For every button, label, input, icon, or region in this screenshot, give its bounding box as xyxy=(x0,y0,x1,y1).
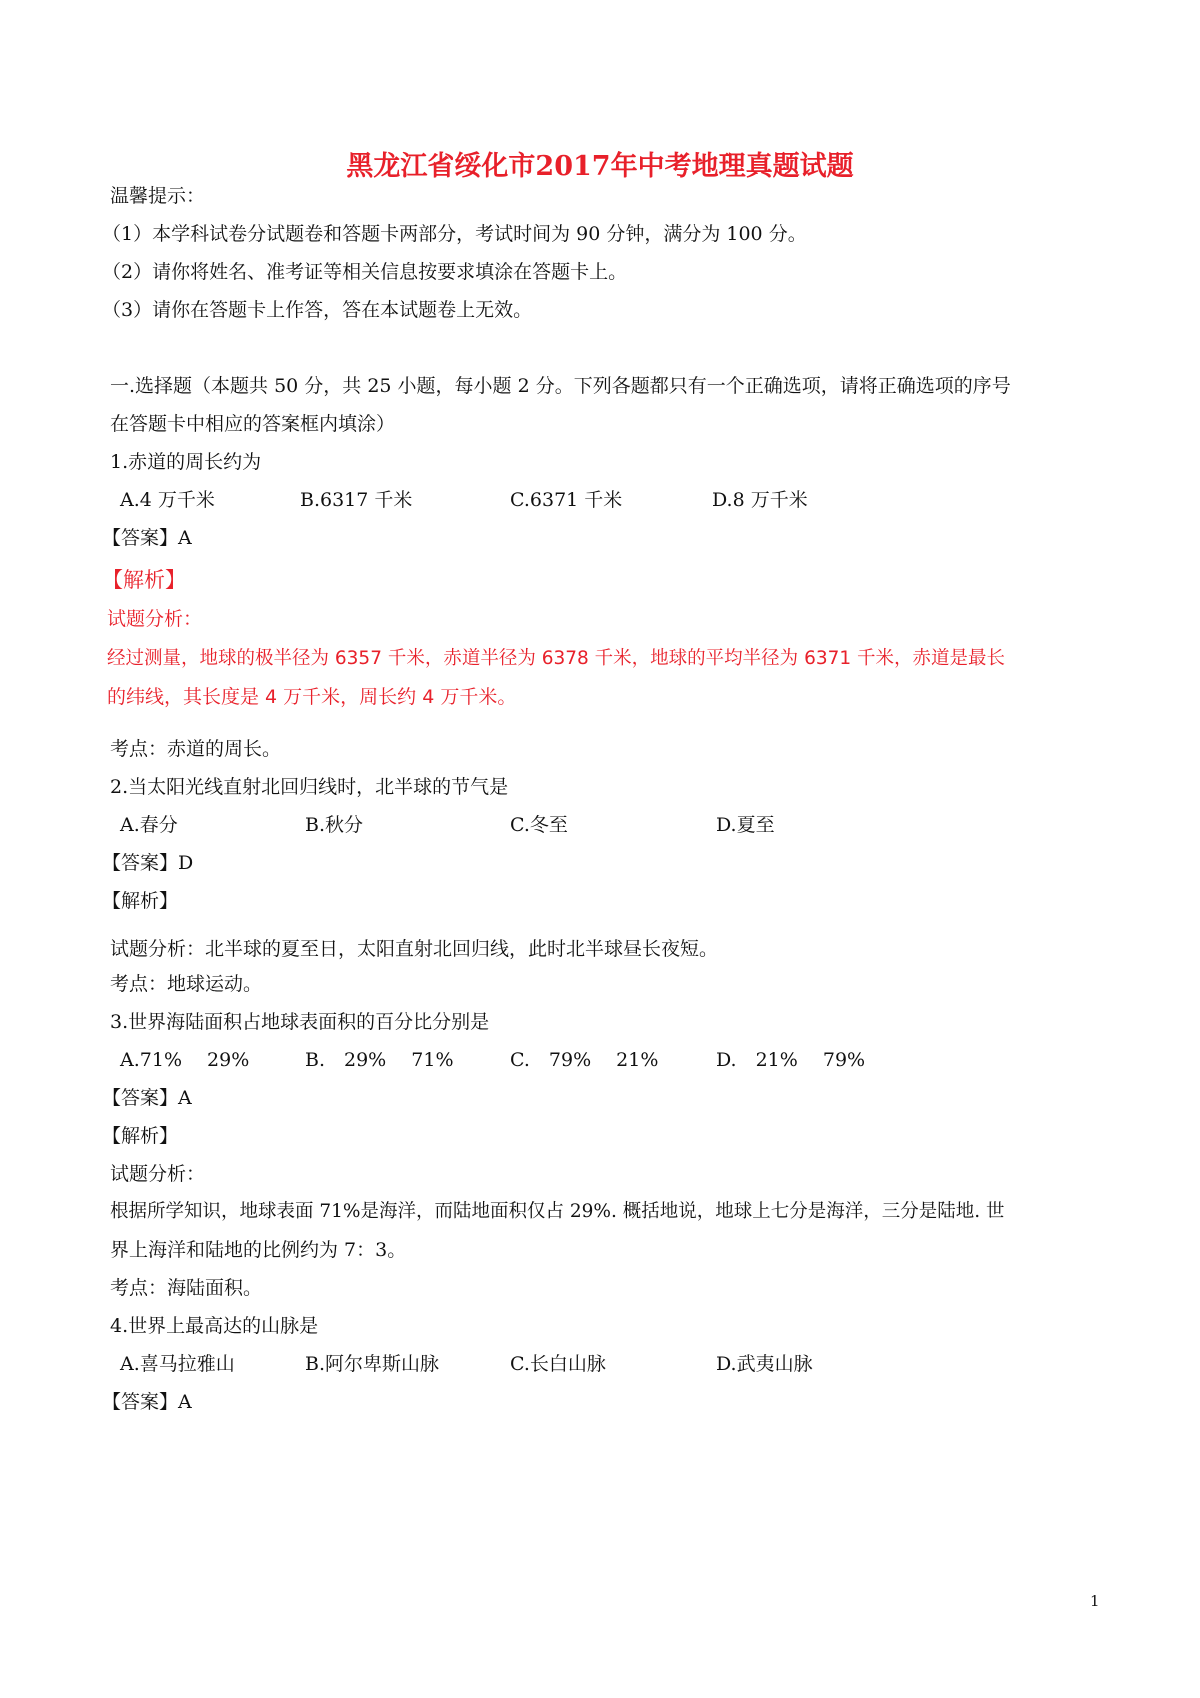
question-1-kaodian: 考点：赤道的周长。 xyxy=(110,738,282,760)
question-2-stem: 2.当太阳光线直射北回归线时，北半球的节气是 xyxy=(110,776,509,798)
question-1-stem: 1.赤道的周长约为 xyxy=(110,451,262,473)
question-1-option-a: A.4 万千米 xyxy=(120,489,215,511)
tips-heading: 温馨提示： xyxy=(110,185,206,207)
question-3-analysis-line-1: 根据所学知识，地球表面 71%是海洋，而陆地面积仅占 29%. 概括地说，地球上七分是海洋，三分是陆地. 世 xyxy=(110,1201,1005,1222)
question-4-option-c: C.长白山脉 xyxy=(510,1353,606,1375)
question-3-jiexi: 【解析】 xyxy=(102,1125,179,1147)
question-2-analysis: 试题分析：北半球的夏至日，太阳直射北回归线，此时北半球昼长夜短。 xyxy=(110,938,719,960)
question-3-option-c: C. 79% 21% xyxy=(510,1049,659,1071)
question-3-stem: 3.世界海陆面积占地球表面积的百分比分别是 xyxy=(110,1011,490,1033)
question-1-analysis-label: 试题分析： xyxy=(107,608,203,630)
question-3-option-d: D. 21% 79% xyxy=(716,1049,866,1071)
question-1-jiexi: 【解析】 xyxy=(102,568,186,592)
question-4-answer: 【答案】A xyxy=(102,1391,192,1413)
question-1-analysis-line-2: 的纬线，其长度是 4 万千米，周长约 4 万千米。 xyxy=(107,686,517,708)
tip-item-3: （3）请你在答题卡上作答，答在本试题卷上无效。 xyxy=(102,299,533,321)
question-2-kaodian: 考点：地球运动。 xyxy=(110,973,263,995)
question-3-analysis-label: 试题分析： xyxy=(110,1163,206,1185)
section-heading-line-1: 一.选择题（本题共 50 分，共 25 小题，每小题 2 分。下列各题都只有一个正确选项，请将正确选项的序号 xyxy=(110,375,1011,397)
question-1-option-b: B.6317 千米 xyxy=(300,489,413,511)
question-4-option-d: D.武夷山脉 xyxy=(716,1353,813,1375)
question-3-option-b: B. 29% 71% xyxy=(305,1049,454,1071)
question-1-answer: 【答案】A xyxy=(102,527,192,549)
question-3-option-a: A.71% 29% xyxy=(120,1049,250,1071)
question-2-answer: 【答案】D xyxy=(102,852,194,874)
section-heading-line-2: 在答题卡中相应的答案框内填涂） xyxy=(110,413,396,435)
question-3-kaodian: 考点：海陆面积。 xyxy=(110,1277,263,1299)
tip-item-2: （2）请你将姓名、准考证等相关信息按要求填涂在答题卡上。 xyxy=(102,261,628,283)
page-number: 1 xyxy=(1090,1592,1100,1610)
question-2-option-c: C.冬至 xyxy=(510,814,568,836)
question-2-option-a: A.春分 xyxy=(120,814,178,836)
question-4-option-a: A.喜马拉雅山 xyxy=(120,1353,235,1375)
question-3-answer: 【答案】A xyxy=(102,1087,192,1109)
question-1-option-d: D.8 万千米 xyxy=(712,489,808,511)
question-1-analysis-line-1: 经过测量，地球的极半径为 6357 千米，赤道半径为 6378 千米，地球的平均半径为 6371 千米，赤道是最长 xyxy=(107,648,1006,669)
question-4-stem: 4.世界上最高达的山脉是 xyxy=(110,1315,319,1337)
tip-item-1: （1）本学科试卷分试题卷和答题卡两部分，考试时间为 90 分钟，满分为 100 分。 xyxy=(102,223,807,245)
question-3-analysis-line-2: 界上海洋和陆地的比例约为 7：3。 xyxy=(110,1239,407,1261)
question-4-option-b: B.阿尔卑斯山脉 xyxy=(305,1353,440,1375)
question-2-option-b: B.秋分 xyxy=(305,814,364,836)
page-title: 黑龙江省绥化市2017年中考地理真题试题 xyxy=(346,151,854,182)
question-1-option-c: C.6371 千米 xyxy=(510,489,623,511)
question-2-jiexi: 【解析】 xyxy=(102,890,179,912)
question-2-option-d: D.夏至 xyxy=(716,814,775,836)
